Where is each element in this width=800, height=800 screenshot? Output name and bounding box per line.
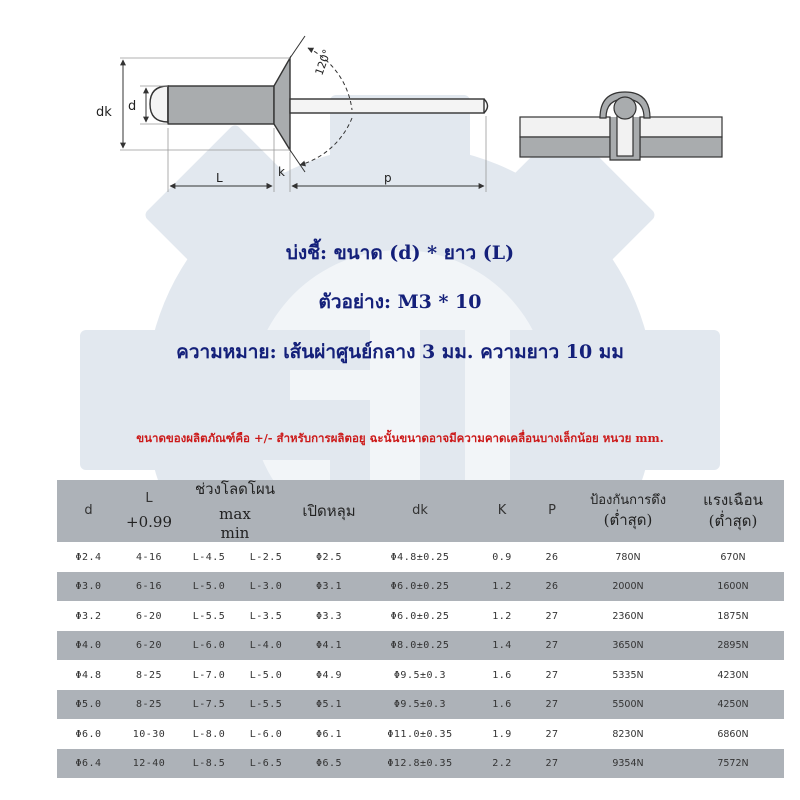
table-row (57, 572, 784, 602)
cell-L: 6-20 (135, 640, 163, 651)
heading-example: ตัวอย่าง: M3 * 10 (318, 291, 482, 313)
table-row (57, 631, 784, 661)
cell-dk: Φ9.5±0.3 (393, 669, 447, 681)
header-L: L +0.99 (126, 490, 172, 531)
cell-p: 27 (545, 669, 559, 681)
cell-dk: Φ11.0±0.35 (387, 728, 453, 740)
table-row (57, 542, 784, 572)
table-row (57, 690, 784, 720)
cell-grip-max: L-7.5 (192, 699, 226, 710)
header-shear: แรงเฉือน (ต่ำสุด) (703, 491, 763, 531)
header-d: d (84, 503, 93, 518)
cell-grip-min: L-2.5 (249, 551, 283, 563)
header-grip-max: max (219, 504, 251, 523)
header-p: P (548, 503, 556, 518)
cell-shear: 4250N (717, 699, 749, 710)
cell-shear: 6860N (717, 728, 749, 740)
cell-d: Φ5.0 (75, 699, 102, 710)
cell-hole: Φ3.1 (315, 581, 343, 592)
table-row (57, 719, 784, 749)
cell-hole: Φ6.1 (315, 728, 343, 740)
header-k: K (497, 503, 507, 518)
cell-k: 1.6 (492, 699, 512, 710)
cell-p: 27 (545, 699, 559, 710)
label-k: k (278, 165, 285, 179)
cell-dk: Φ12.8±0.35 (387, 758, 453, 769)
cell-L: 6-16 (135, 581, 163, 592)
cell-k: 1.9 (492, 728, 512, 740)
cell-tensile: 2000N (612, 581, 644, 592)
cell-p: 27 (545, 728, 559, 740)
cell-d: Φ6.4 (75, 758, 102, 769)
cell-tensile: 8230N (612, 728, 644, 740)
cell-d: Φ4.0 (75, 640, 102, 651)
label-L: L (216, 171, 223, 185)
table-row (57, 601, 784, 631)
cell-shear: 2895N (717, 640, 749, 651)
heading-designation: บ่งชี้: ขนาด (d) * ยาว (L) (285, 242, 515, 264)
cell-dk: Φ6.0±0.25 (390, 610, 450, 622)
table-row (57, 749, 784, 779)
cell-grip-min: L-5.5 (249, 699, 283, 710)
header-hole: เปิดหลุม (302, 501, 356, 520)
table-body (57, 542, 784, 778)
cell-shear: 1875N (717, 610, 749, 622)
table-header-row (57, 480, 784, 542)
cell-grip-min: L-4.0 (249, 640, 283, 651)
cell-L: 12-40 (132, 758, 166, 769)
cell-p: 27 (545, 758, 559, 769)
cell-grip-min: L-5.0 (249, 669, 283, 681)
label-d: d (128, 99, 137, 114)
rivet-dimension-diagram (0, 0, 800, 215)
cell-p: 26 (545, 551, 559, 563)
cell-tensile: 5500N (612, 699, 644, 710)
cell-dk: Φ4.8±0.25 (390, 551, 450, 563)
cell-p: 27 (545, 610, 559, 622)
cell-dk: Φ6.0±0.25 (390, 581, 450, 592)
cell-d: Φ3.0 (75, 581, 102, 592)
cell-grip-max: L-6.0 (192, 640, 226, 651)
cell-hole: Φ5.1 (315, 699, 343, 710)
rivet-spec-table (57, 480, 784, 778)
label-p: p (384, 171, 392, 185)
cell-grip-min: L-6.5 (249, 758, 283, 769)
cell-k: 0.9 (492, 551, 512, 563)
cell-hole: Φ3.3 (315, 610, 343, 622)
cell-grip-max: L-4.5 (192, 551, 226, 563)
cell-tensile: 2360N (612, 610, 644, 622)
cell-shear: 7572N (717, 758, 749, 769)
cell-grip-max: L-5.5 (192, 610, 226, 622)
cell-grip-max: L-7.0 (192, 669, 226, 681)
cell-grip-min: L-3.5 (249, 610, 283, 622)
cell-tensile: 9354N (612, 758, 644, 769)
heading-meaning: ความหมาย: เส้นผ่าศูนย์กลาง 3 มม. ความยาว 10 มม (176, 341, 624, 363)
cell-hole: Φ2.5 (315, 551, 343, 563)
cell-p: 27 (545, 640, 559, 651)
header-dk: dk (412, 503, 428, 518)
label-dk: dk (96, 105, 112, 120)
installed-rivet-section (520, 92, 722, 160)
cell-k: 1.6 (492, 669, 512, 681)
cell-grip-max: L-5.0 (192, 581, 226, 592)
cell-p: 26 (545, 581, 559, 592)
cell-hole: Φ4.9 (315, 669, 343, 681)
cell-tensile: 780N (615, 551, 641, 563)
cell-d: Φ3.2 (75, 610, 102, 622)
cell-dk: Φ8.0±0.25 (390, 640, 450, 651)
cell-grip-max: L-8.5 (192, 758, 226, 769)
cell-k: 1.4 (492, 640, 512, 651)
header-tensile: ป้องกันการดึง (ต่ำสุด) (589, 492, 667, 529)
cell-tensile: 3650N (612, 640, 644, 651)
cell-hole: Φ4.1 (315, 640, 343, 651)
cell-tensile: 5335N (612, 669, 644, 681)
header-grip-min: min (220, 523, 250, 542)
cell-L: 6-20 (135, 610, 163, 622)
cell-shear: 1600N (717, 581, 749, 592)
tolerance-note: ขนาดของผลิตภัณฑ์คือ +/- สำหรับการผลิตอยู ฉะนั้นขนาดอาจมีความคาดเคลื่อนบางเล็กน้อย หนวย mm. (136, 431, 664, 445)
cell-grip-min: L-3.0 (249, 581, 283, 592)
label-angle: 120° (312, 47, 334, 78)
table-row (57, 660, 784, 690)
cell-grip-min: L-6.0 (249, 728, 283, 740)
cell-L: 8-25 (135, 669, 163, 681)
cell-grip-max: L-8.0 (192, 728, 226, 740)
cell-dk: Φ9.5±0.3 (393, 699, 447, 710)
header-grip-range: ช่วงโลดโผน max min (194, 480, 276, 542)
cell-k: 2.2 (492, 758, 512, 769)
cell-L: 8-25 (135, 699, 163, 710)
cell-L: 10-30 (132, 728, 166, 740)
cell-shear: 670N (720, 551, 746, 563)
cell-d: Φ6.0 (75, 728, 102, 740)
cell-d: Φ4.8 (75, 669, 102, 681)
cell-L: 4-16 (135, 551, 163, 563)
cell-d: Φ2.4 (75, 551, 102, 563)
cell-k: 1.2 (492, 610, 512, 622)
cell-hole: Φ6.5 (315, 758, 343, 769)
cell-k: 1.2 (492, 581, 512, 592)
cell-shear: 4230N (717, 669, 749, 681)
